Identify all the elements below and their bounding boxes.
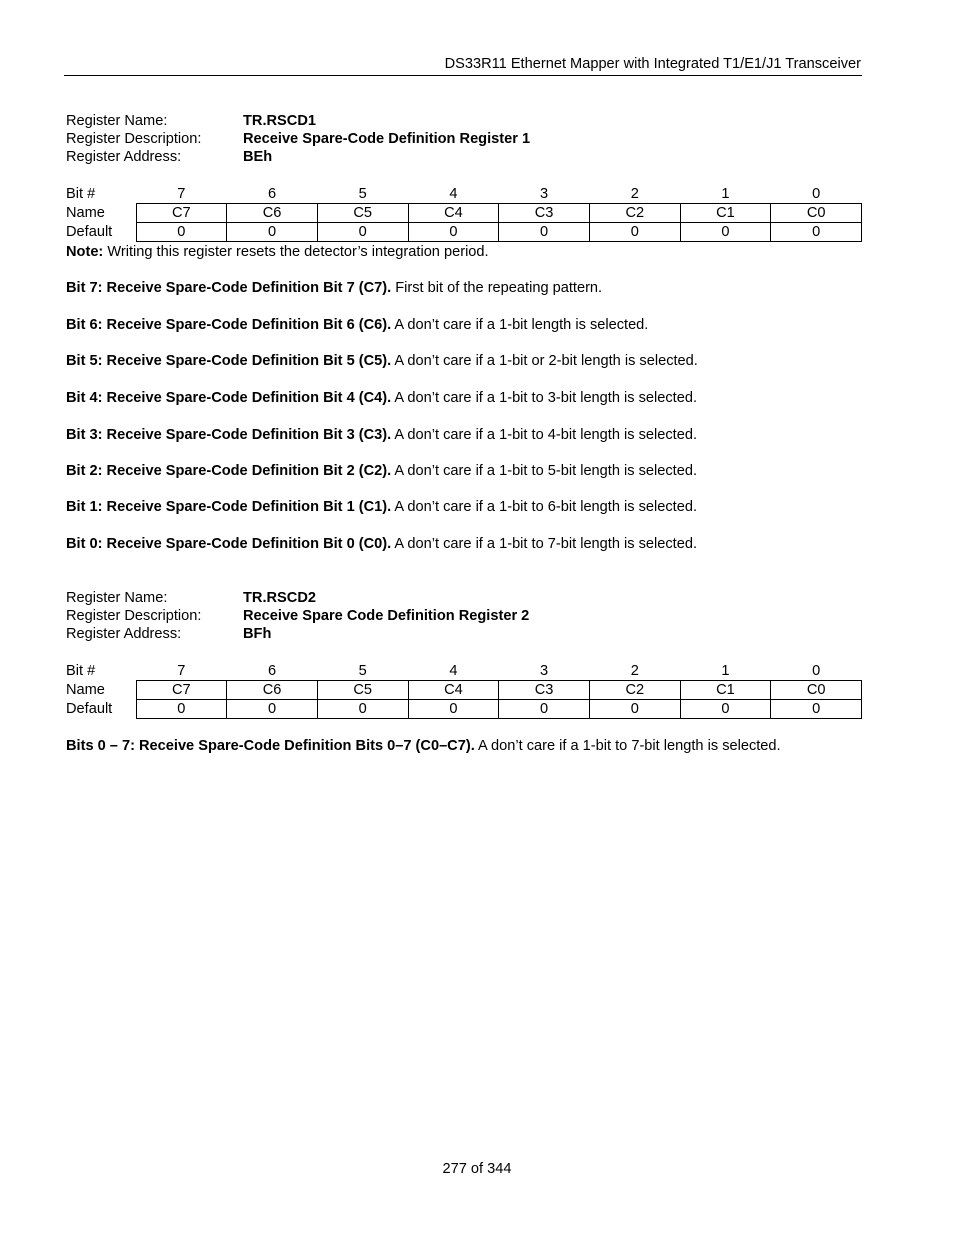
register-bit-table	[64, 662, 862, 719]
bit-description-title: Bit 7: Receive Spare-Code Definition Bit 7 (C7).	[66, 280, 392, 296]
bit-name-row	[64, 681, 862, 700]
register-name-row	[66, 589, 529, 607]
register-address: BFh	[243, 626, 272, 642]
bit-default-cell: 0	[317, 700, 408, 719]
register-address: BEh	[243, 149, 273, 165]
bit-number-label: Bit #	[66, 662, 96, 679]
bit-description-text: A don’t care if a 1-bit to 7-bit length is selected.	[474, 738, 781, 754]
bit-default-cell: 0	[136, 700, 227, 719]
bit-default-label: Default	[66, 223, 113, 240]
bit-name-cell: C3	[499, 681, 590, 700]
bit-default-cell: 0	[499, 700, 590, 719]
bit-number: 4	[449, 185, 458, 202]
header-rule	[64, 75, 862, 76]
bit-number: 0	[812, 662, 821, 679]
bit-description	[66, 353, 698, 369]
bit-default-cell: 0	[227, 223, 318, 242]
bit-number: 7	[177, 662, 186, 679]
bit-default-cell: 0	[771, 223, 862, 242]
bit-name-cell: C1	[680, 681, 771, 700]
bit-number: 5	[358, 662, 367, 679]
register-info	[66, 589, 529, 643]
bit-number-row	[64, 662, 862, 681]
register-description-row	[66, 607, 529, 625]
bit-description	[66, 427, 697, 443]
bit-description-title: Bit 3: Receive Spare-Code Definition Bit 3 (C3).	[66, 427, 392, 443]
bit-name-label: Name	[66, 681, 105, 698]
bit-default-cell: 0	[499, 223, 590, 242]
bit-name-cell: C6	[227, 204, 318, 223]
bit-name-cell: C7	[136, 681, 227, 700]
page-number: 277 of 344	[442, 1161, 512, 1177]
register-name-label: Register Name:	[66, 590, 168, 606]
register-name: TR.RSCD2	[243, 590, 316, 606]
bit-description	[66, 390, 697, 406]
register-description-label: Register Description:	[66, 131, 202, 147]
bit-description	[66, 280, 602, 296]
bit-description-text: A don’t care if a 1-bit or 2-bit length is selected.	[391, 353, 698, 369]
bit-description-text: A don’t care if a 1-bit to 4-bit length is selected.	[391, 427, 698, 443]
register-info	[66, 112, 530, 166]
register-description: Receive Spare-Code Definition Register 1	[243, 131, 531, 147]
bit-number: 7	[177, 185, 186, 202]
bit-number-label: Bit #	[66, 185, 96, 202]
bit-number: 5	[358, 185, 367, 202]
bit-description-text: First bit of the repeating pattern.	[391, 280, 603, 296]
bit-default-cell: 0	[680, 223, 771, 242]
register-address-row	[66, 148, 530, 166]
bit-default-cell: 0	[408, 223, 499, 242]
bit-default-row	[64, 223, 862, 242]
bit-default-cell: 0	[227, 700, 318, 719]
bit-number-row	[64, 185, 862, 204]
bit-description-text: A don’t care if a 1-bit to 7-bit length is selected.	[391, 536, 698, 552]
bit-default-cell: 0	[408, 700, 499, 719]
register-name-label: Register Name:	[66, 113, 168, 129]
bit-default-cell: 0	[771, 700, 862, 719]
page-header-title: DS33R11 Ethernet Mapper with Integrated T1/E1/J1 Transceiver	[444, 56, 861, 72]
bit-number: 3	[540, 185, 549, 202]
register-name: TR.RSCD1	[243, 113, 316, 129]
bit-default-label: Default	[66, 700, 113, 717]
bit-name-cell: C2	[589, 204, 680, 223]
register-name-row	[66, 112, 530, 130]
bit-description-title: Bit 4: Receive Spare-Code Definition Bit 4 (C4).	[66, 390, 392, 406]
bit-number: 0	[812, 185, 821, 202]
bit-number: 2	[630, 185, 639, 202]
register-address-row	[66, 625, 529, 643]
bit-description-text: A don’t care if a 1-bit to 5-bit length is selected.	[391, 463, 698, 479]
bit-name-cell: C0	[771, 204, 862, 223]
bit-description-title: Bit 0: Receive Spare-Code Definition Bit 0 (C0).	[66, 536, 392, 552]
bit-description-title: Bit 5: Receive Spare-Code Definition Bit 5 (C5).	[66, 353, 392, 369]
bit-default-cell: 0	[680, 700, 771, 719]
bit-number: 6	[267, 185, 277, 202]
bit-number: 4	[449, 662, 458, 679]
bit-name-cell: C5	[317, 681, 408, 700]
bit-default-cell: 0	[317, 223, 408, 242]
bit-name-cell: C7	[136, 204, 227, 223]
bit-number: 1	[721, 185, 730, 202]
bit-name-cell: C0	[771, 681, 862, 700]
register-description-row	[66, 130, 530, 148]
register-note	[66, 244, 489, 260]
bit-number: 3	[540, 662, 549, 679]
bit-description-title: Bit 1: Receive Spare-Code Definition Bit 1 (C1).	[66, 499, 392, 515]
bit-description-title: Bit 2: Receive Spare-Code Definition Bit 2 (C2).	[66, 463, 392, 479]
note-text: Writing this register resets the detector’s integration period.	[103, 244, 489, 260]
bit-description	[66, 536, 697, 552]
bit-description-text: A don’t care if a 1-bit length is selected.	[391, 317, 649, 333]
bit-name-cell: C1	[680, 204, 771, 223]
register-bit-table	[64, 185, 862, 242]
register-address-label: Register Address:	[66, 149, 182, 165]
bit-name-cell: C5	[317, 204, 408, 223]
bit-name-cell: C3	[499, 204, 590, 223]
bit-default-cell: 0	[589, 700, 680, 719]
register-description: Receive Spare Code Definition Register 2	[243, 608, 530, 624]
bit-number: 1	[721, 662, 730, 679]
bit-default-row	[64, 700, 862, 719]
bit-description-title: Bit 6: Receive Spare-Code Definition Bit 6 (C6).	[66, 317, 392, 333]
bit-number: 2	[630, 662, 639, 679]
bit-name-cell: C2	[589, 681, 680, 700]
bit-default-cell: 0	[589, 223, 680, 242]
bit-name-row	[64, 204, 862, 223]
register-description-label: Register Description:	[66, 608, 202, 624]
bit-description	[66, 499, 697, 515]
bit-description-text: A don’t care if a 1-bit to 6-bit length is selected.	[391, 499, 698, 515]
bit-description-title: Bits 0 – 7: Receive Spare-Code Definition Bits 0–7 (C0–C7).	[66, 738, 475, 754]
bit-description	[66, 317, 648, 333]
bit-description-text: A don’t care if a 1-bit to 3-bit length is selected.	[391, 390, 698, 406]
bit-name-cell: C4	[408, 681, 499, 700]
bit-default-cell: 0	[136, 223, 227, 242]
bit-name-label: Name	[66, 204, 105, 221]
bit-name-cell: C4	[408, 204, 499, 223]
bit-description	[66, 738, 781, 754]
bit-name-cell: C6	[227, 681, 318, 700]
bit-description	[66, 463, 697, 479]
note-label: Note:	[66, 244, 104, 260]
bit-number: 6	[267, 662, 277, 679]
register-address-label: Register Address:	[66, 626, 182, 642]
